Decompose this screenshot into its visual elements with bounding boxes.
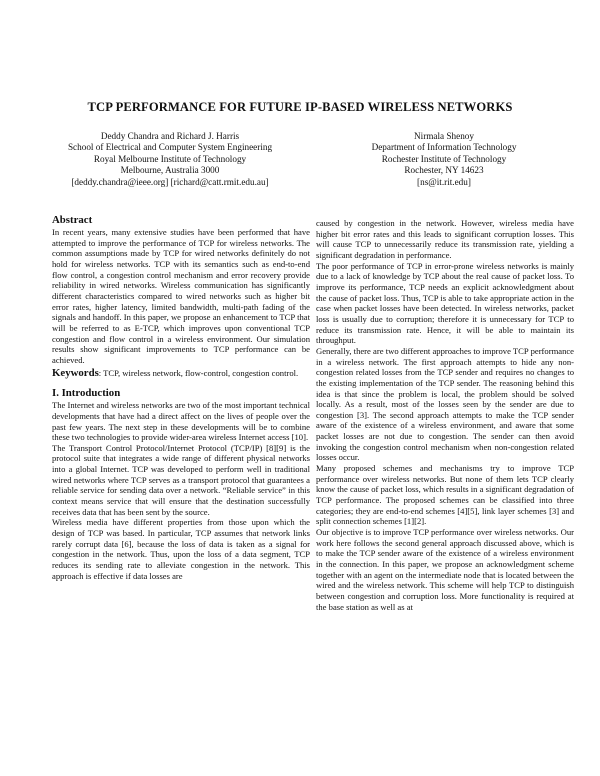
body-paragraph: The poor performance of TCP in error-prone wireless networks is mainly due to a lack of knowledge by TCP about the real cause of packet loss. To improve its performance, TCP needs an explicit acknowledgment about the cause of packet loss. Thus, TCP is able to take appropriate action in the case when packet losses have been detected. In wireless networks, packet loss is usually due to corruption; therefore it is unnecessary for TCP to reduce its transmission rate. Hence, it will be able to maintain its throughput. [316,260,574,346]
abstract-text: In recent years, many extensive studies have been performed that have attempted to improve the performance of TCP for wireless networks. The common assumptions made by TCP for wired networks definitely do not hold for wireless networks. TCP with its semantics such as end-to-end flow control, a congestion control mechanism and error recovery provide reliability in wired networks. Wireless communication has significantly different characteristics compared to wired networks such as higher bit error rates, higher latency, limited bandwidth, multi-path fading of the signals and handoff. In this paper, we propose an enhancement to TCP that will be referred to as E-TCP, which improves upon conventional TCP congestion and flow control in a wireless environment. Our simulation results show significant improvements to TCP performance can be achieved. [52,227,310,365]
author-names: Nirmala Shenoy [414,131,474,141]
abstract-heading: Abstract [52,214,93,226]
author-department: School of Electrical and Computer System Engineering [67,142,273,153]
introduction-heading: I. Introduction [52,387,121,400]
author-location: Rochester, NY 14623 [404,165,484,176]
body-paragraph: Generally, there are two different approaches to improve TCP performance in a wireless network. The first approach attempts to hide any non-congestion related losses from the TCP sender and requires no changes to the existing implementation of the TCP sender. The reasoning behind this idea is that since the problem is local, the problem should be solved locally. As a result, most of the losses seen by the sender are due to congestion [3]. The second approach attempts to make the TCP sender aware of the existence of a wireless environment, and aware that some packet losses are not due to congestion. The sender can then avoid invoking the congestion control mechanism when non-congestion related losses occur. [316,345,574,463]
paper-title: TCP PERFORMANCE FOR FUTURE IP-BASED WIRELESS NETWORKS [87,100,513,114]
author-location: Melbourne, Australia 3000 [120,165,220,176]
body-paragraph: Wireless media have different properties from those upon which the design of TCP was based. In particular, TCP assumes that network links rarely corrupt data [6], because the loss of data is taken as a signal for congestion in the network. Thus, upon the loss of a data segment, TCP reduces its sending rate to alleviate congestion in the network. This approach is effective if data losses are [52,517,310,581]
body-paragraph: Many proposed schemes and mechanisms try to improve TCP performance over wireless networks. But none of them lets TCP clearly know the cause of packet loss, which results in a significant degradation of TCP performance. The proposed schemes can be classified into three categories; they are end-to-end schemes [4][5], link layer schemes [3] and split connection schemes [1][2]. [316,463,574,527]
author-institution: Royal Melbourne Institute of Technology [93,153,247,164]
body-paragraph: Our objective is to improve TCP performance over wireless networks. Our work here follows the second general approach discussed above, which is to make the TCP sender aware of the existence of a wireless environment in the connection. In this paper, we propose an acknowledgment scheme together with an agent on the intermediate node that is located between the wired and the wireless network. This scheme will help TCP to distinguish between congestion and corruption loss. More functionality is required at the base station as well as at [316,527,574,612]
authors-left [40,131,300,188]
author-names: Deddy Chandra and Richard J. Harris [100,131,240,141]
author-department: Department of Information Technology [371,142,517,153]
author-emails: [ns@it.rit.edu] [417,176,471,187]
body-paragraph: The Transport Control Protocol/Internet Protocol (TCP/IP) [8][9] is the protocol suite that integrates a wide range of different physical networks into a global Internet. TCP was developed to perform well in traditional wired networks where TCP serves as a transport protocol that guarantees a reliable service for sending data over a network. “Reliable service” in this context means service that will ensure that the destination successfully receives data that has been sent by the source. [52,442,310,517]
right-column [316,218,574,612]
keywords [52,368,310,379]
body-paragraph: caused by congestion in the network. However, wireless media have higher bit error rates and this leads to significant corruption losses. This will cause TCP to unnecessarily reduce its transmission rate, yielding a significant degradation in performance. [316,218,574,260]
authors-right [314,131,574,188]
author-institution: Rochester Institute of Technology [381,153,507,164]
body-paragraph: The Internet and wireless networks are two of the most important technical developments that have had a direct affect on the lives of people over the past few years. The next step in these developments will be to combine these two technologies to provide wider-area wireless Internet access [10]. [52,400,310,443]
author-emails: [deddy.chandra@ieee.org] [richard@catt.rmit.edu.au] [71,176,269,187]
keywords-label: Keywords [52,366,99,379]
left-column [52,214,310,581]
keywords-text: : TCP, wireless network, flow-control, congestion control. [98,367,299,378]
